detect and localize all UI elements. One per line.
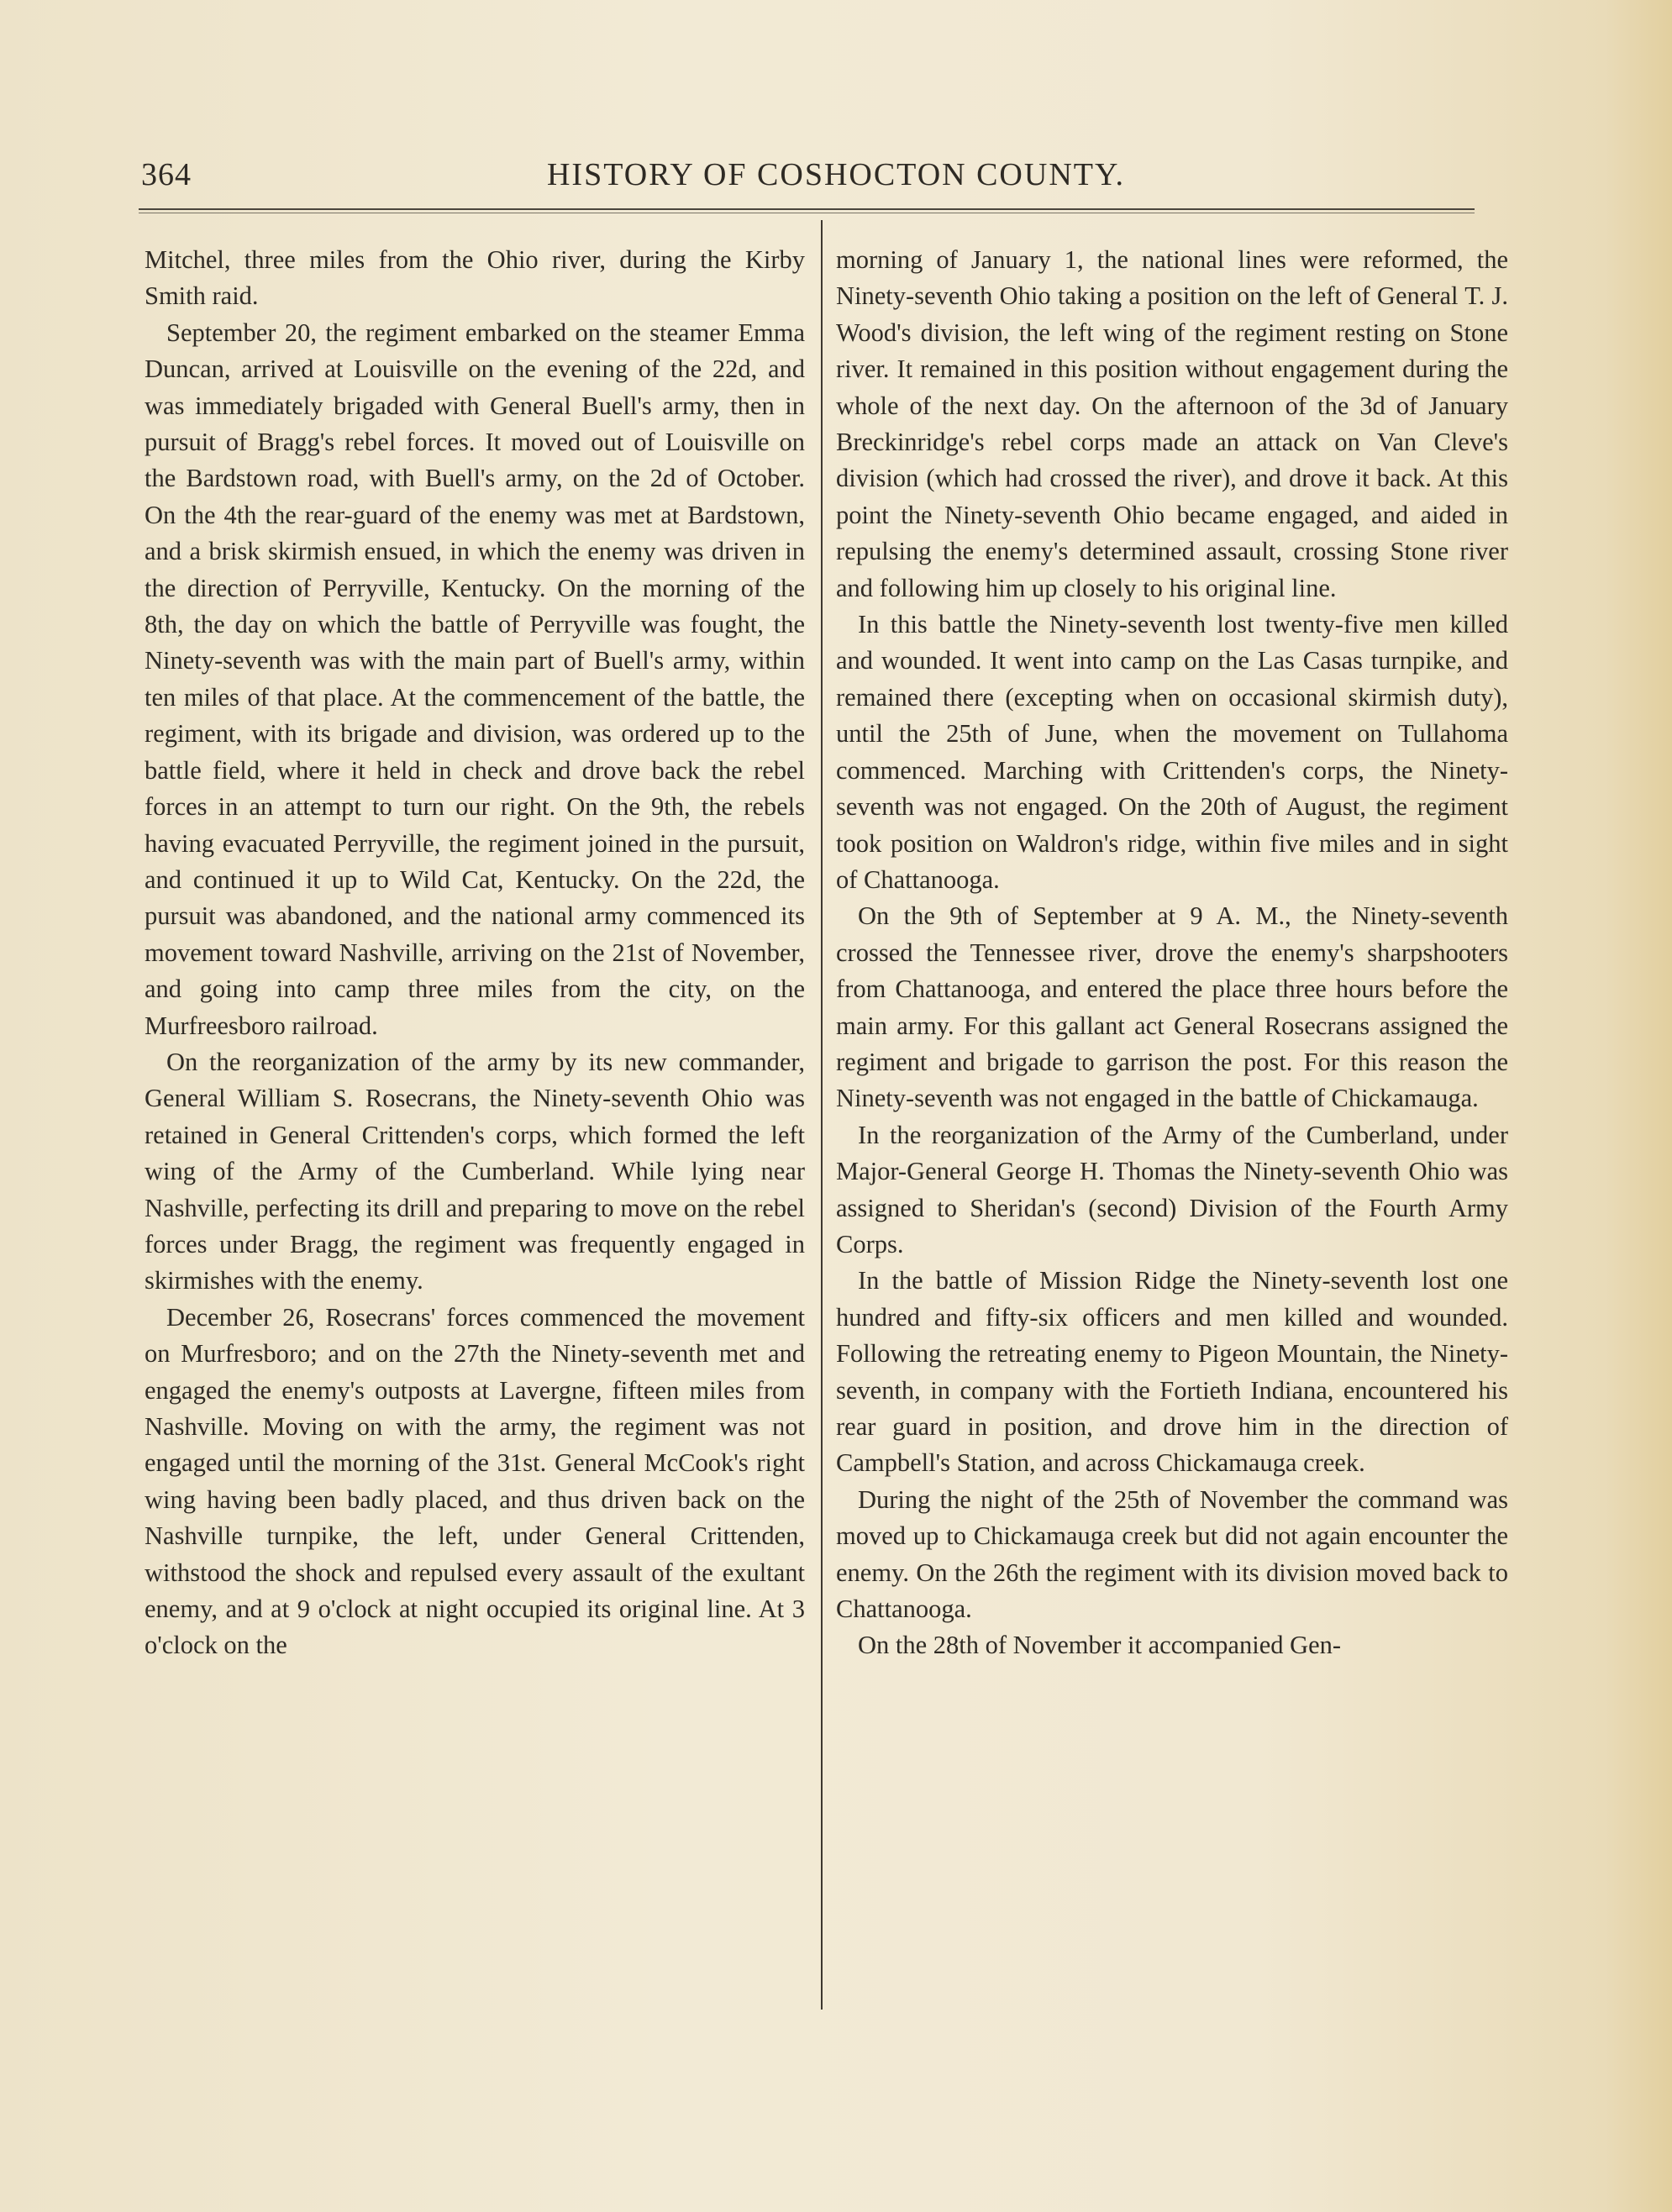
paragraph: September 20, the regiment embarked on the steamer Emma Duncan, arrived at Louisville on the evening of the 22d, and was immediately brigaded with General Buell's army, then in pursuit of Bragg's rebel forces. It moved out of Louisville on the Bardstown road, with Buell's army, on the 2d of October. On the 4th the rear-guard of the enemy was met at Bardstown, and a brisk skirmish ensued, in which the enemy was driven in the direction of Perryville, Kentucky. On the morning of the 8th, the day on which the battle of Perryville was fought, the Ninety-seventh was with the main part of Buell's army, within ten miles of that place. At the commencement of the battle, the regiment, with its brigade and division, was ordered up to the battle field, where it held in check and drove back the rebel forces in an attempt to turn our right. On the 9th, the rebels having evacuated Perryville, the regiment joined in the pursuit, and continued it up to Wild Cat, Kentucky. On the 22d, the pursuit was abandoned, and the national army commenced its movement toward Nashville, arriving on the 21st of November, and going into camp three miles from the city, on the Murfreesboro railroad.: [145, 318, 805, 1040]
page-number: 364: [141, 157, 192, 192]
paragraph: On the reorganization of the army by its new commander, General William S. Rosecrans, the Ninety-seventh Ohio was retained in General Crittenden's corps, which formed the left wing of the Army of the Cumberland. While lying near Nashville, perfecting its drill and preparing to move on the rebel forces under Bragg, the regiment was frequently engaged in skirmishes with the enemy.: [145, 1047, 805, 1295]
paragraph: In this battle the Ninety-seventh lost twenty-five men killed and wounded. It went into camp on the Las Casas turnpike, and remained there (excepting when on occasional skirmish duty), until the 25th of June, when the movement on Tullahoma commenced. Marching with Crittenden's corps, the Ninety-seventh was not engaged. On the 20th of August, the regiment took position on Waldron's ridge, within five miles and in sight of Chattanooga.: [836, 610, 1508, 894]
paragraph: On the 9th of September at 9 A. M., the Ninety-seventh crossed the Tennessee river, drove the enemy's sharpshooters from Chattanooga, and entered the place three hours before the main army. For this gallant act General Rosecrans assigned the regiment and brigade to garrison the post. For this reason the Ninety-seventh was not engaged in the battle of Chickamauga.: [836, 901, 1508, 1113]
paragraph: In the battle of Mission Ridge the Ninety-seventh lost one hundred and fifty-six officers and men killed and wounded. Following the retreating enemy to Pigeon Mountain, the Ninety-seventh, in company with the Fortieth Indiana, encountered his rear guard in position, and drove him in the direction of Campbell's Station, and across Chickamauga creek.: [836, 1266, 1508, 1478]
header-rule: [139, 208, 1475, 210]
paragraph: During the night of the 25th of November the command was moved up to Chickamauga creek but did not again encounter the enemy. On the 26th the regiment with its division moved back to Chattanooga.: [836, 1484, 1508, 1624]
page-header: [0, 156, 1672, 207]
paragraph: In the reorganization of the Army of the Cumberland, under Major-General George H. Thomas the Ninety-seventh Ohio was assigned to Sheridan's (second) Division of the Fourth Army Corps.: [836, 1120, 1508, 1258]
left-column: [145, 242, 805, 1664]
running-title: HISTORY OF COSHOCTON COUNTY.: [546, 157, 1126, 192]
paragraph: morning of January 1, the national lines were reformed, the Ninety-seventh Ohio taking a position on the left of General T. J. Wood's division, the left wing of the regiment resting on Stone river. It remained in this position without engagement during the whole of the next day. On the afternoon of the 3d of January Breckinridge's rebel corps made an attack on Van Cleve's division (which had crossed the river), and drove it back. At this point the Ninety-seventh Ohio became engaged, and aided in repulsing the enemy's determined assault, crossing Stone river and following him up closely to his original line.: [836, 245, 1508, 602]
paragraph: On the 28th of November it accompanied Gen-: [858, 1631, 1342, 1660]
paragraph: Mitchel, three miles from the Ohio river, during the Kirby Smith raid.: [145, 245, 805, 311]
column-divider: [821, 220, 823, 2010]
paragraph: December 26, Rosecrans' forces commenced the movement on Murfresboro; and on the 27th the Ninety-seventh met and engaged the enemy's outposts at Lavergne, fifteen miles from Nashville. Moving on with the army, the regiment was not engaged until the morning of the 31st. General McCook's right wing having been badly placed, and thus driven back on the Nashville turnpike, the left, under General Crittenden, withstood the shock and repulsed every assault of the exultant enemy, and at 9 o'clock at night occupied its original line. At 3 o'clock on the: [145, 1302, 805, 1660]
right-column: [836, 242, 1508, 1664]
